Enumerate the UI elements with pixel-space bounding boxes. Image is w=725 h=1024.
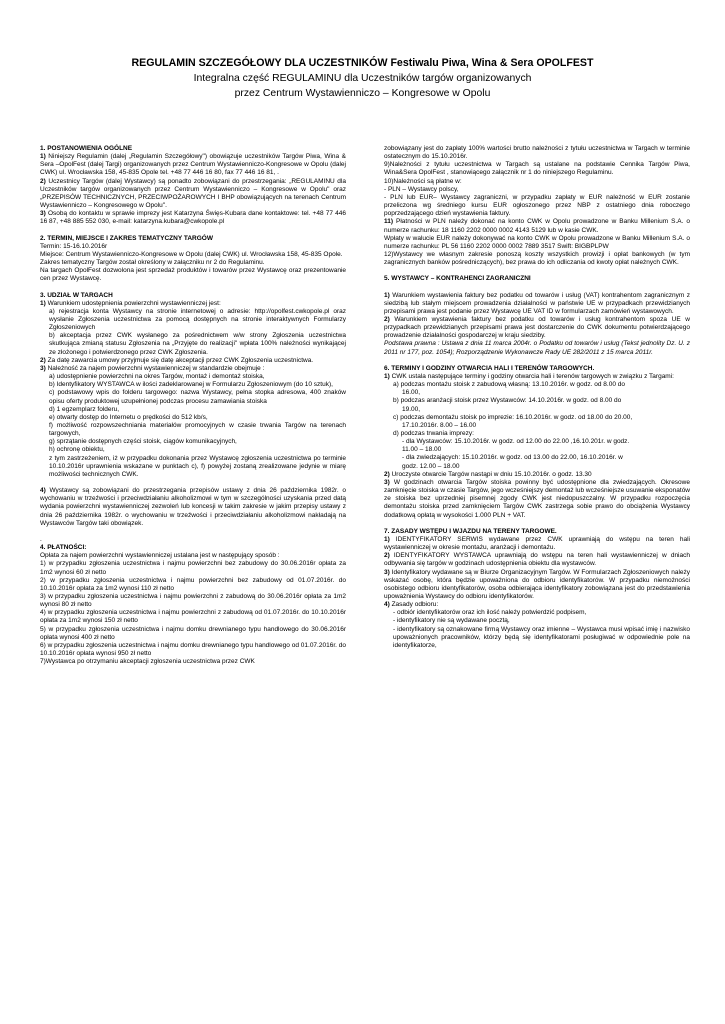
paragraph-text: Podstawa prawna : Ustawa z dnia 11 marca 2004r. o Podatku od towarów i usług (Tekst jednolity Dz. U. z 2011 nr 177, poz. 1054); Rozporządzenie Wykonawcze Rady UE 282/2011 z 15 marca 2011r. xyxy=(384,340,690,356)
item-number: 1) xyxy=(40,153,46,161)
paragraph xyxy=(384,617,690,625)
paragraph xyxy=(384,178,690,186)
paragraph-text: 19.00, xyxy=(402,405,421,413)
paragraph-text: c) podstawowy wpis do folderu targowego: nazwa Wystawcy, pełna stopka adresowa, 400 znaków opisu oferty produktowej uzupełnionej podczas procesu zamawiania stoiska xyxy=(49,389,346,405)
item-number: 2) xyxy=(384,552,390,560)
section-heading xyxy=(40,544,346,552)
paragraph-text: 3. UDZIAŁ W TARGACH xyxy=(40,291,113,299)
paragraph-text: Wystawcy są zobowiązani do przestrzegania przepisów ustawy z dnia 26 października 1982r. o wychowaniu w trzeźwości i przeciwdziałaniu alkoholizmowi w tym w szczególności uzyskania przed datą wydania powierzchni wystawienniczej zezwoleń lub koncesji w takim zakresie w jakim przepisy ustawy z dnia 26 października 1982r. o wychowaniu w trzeźwości i przeciwdziałaniu alkoholizmowi nakładają na Wystawców Targów taki obowiązek. xyxy=(40,487,346,527)
paragraph-text: - identyfikatory są oznakowane firmą Wystawcy oraz imienne – Wystawca musi wpisać imię i nazwisko upoważnionych pracowników, którzy będą się identyfikatorami posługiwać w odpowiednie pole na identyfikatorze, xyxy=(393,625,690,649)
paragraph xyxy=(40,251,346,259)
paragraph-text: e) otwarty dostęp do Internetu o prędkości do 512 kb/s, xyxy=(49,413,208,421)
paragraph-spacer xyxy=(384,267,690,275)
document-header xyxy=(0,56,725,101)
section-heading xyxy=(384,365,690,373)
item-number: 3) xyxy=(40,364,46,372)
paragraph xyxy=(384,626,690,650)
paragraph-text: 11.00 – 18.00 xyxy=(402,446,442,454)
paragraph xyxy=(384,609,690,617)
document-title: REGULAMIN SZCZEGÓŁOWY DLA UCZESTNIKÓW Festiwalu Piwa, Wina & Sera OPOLFEST xyxy=(131,57,594,69)
paragraph-text: 12)Wystawcy we własnym zakresie ponoszą koszty wszystkich prowizji i opłat bankowych (w tym zagranicznych banków pośredniczących), bez prawa do ich odliczania od kwoty opłat należnych CWK. xyxy=(384,251,690,267)
paragraph-text: - identyfikatory nie są wydawane pocztą, xyxy=(393,617,510,625)
item-number: 11) xyxy=(384,218,394,226)
paragraph-spacer xyxy=(384,284,690,292)
item-number: 3) xyxy=(384,478,390,486)
paragraph-text: Zasady odbioru: xyxy=(389,601,439,609)
paragraph xyxy=(40,609,346,625)
item-number: 1) xyxy=(40,299,46,307)
paragraph xyxy=(384,292,690,316)
paragraph-text: Warunkiem wystawienia faktury bez podatku od towarów i usług (VAT) kontrahentom zagranicznym z siedzibą lub stałym miejscem prowadzenia działalności w państwie UE w przypadkach przewidzianych przepisami prawa jest podanie przez Wystawcę UE VAT ID w formularzach zamówień wystawowych. xyxy=(384,291,690,315)
paragraph xyxy=(384,438,690,446)
paragraph xyxy=(384,430,690,438)
paragraph-text: h) ochronę obiektu, xyxy=(49,446,105,454)
paragraph-text: 10)Należności są płatne w: xyxy=(384,177,462,185)
paragraph xyxy=(384,340,690,356)
paragraph-text: a) udostępnienie powierzchni na okres Targów, montaż i demontaż stoiska, xyxy=(49,373,265,381)
paragraph xyxy=(40,552,346,560)
section-heading xyxy=(40,145,346,153)
paragraph xyxy=(40,406,346,414)
paragraph xyxy=(40,422,346,438)
paragraph-text: d) podczas trwania imprezy: xyxy=(393,430,474,437)
paragraph-text: IDENTYFIKATORY WYSTAWCA uprawniają do wstępu na teren hali wystawienniczej w dniach odbywania się targów w godzinach udostępnienia obiektu dla wystawców. xyxy=(384,552,690,568)
paragraph-spacer xyxy=(40,528,346,536)
paragraph xyxy=(40,381,346,389)
paragraph-text: Płatności w PLN należy dokonać na konto CWK w Opolu prowadzone w Banku Millenium S.A. o numerze rachunku: 18 1160 2202 0000 0002 4143 5129 lub w kasie CWK. xyxy=(384,218,690,234)
paragraph xyxy=(384,373,690,381)
paragraph-text: 5. WYSTAWCY – KONTRAHENCI ZAGRANICZNI xyxy=(384,275,531,283)
paragraph-text: godz. 12.00 – 18.00 xyxy=(402,462,460,470)
paragraph-text: CWK ustala następujące terminy i godziny otwarcia hali i terenów targowych w związku z Targami: xyxy=(389,372,674,380)
paragraph-text: Zakres tematyczny Targów został określony w załączniku nr 2 do Regulaminu. xyxy=(40,259,265,267)
paragraph-text: Osobą do kontaktu w sprawie imprezy jest Katarzyna Święs-Kubara dane kontaktowe: tel. +48 77 446 16 87, +48 885 552 030, e-mail: katarzyna.kubara@cwkopole.pl xyxy=(40,210,346,226)
item-number: 4) xyxy=(40,487,46,495)
paragraph-text: - dla zwiedzających: 15.10.2016r. w godz. od 13.00 do 22.00, 16.10.2016r. w xyxy=(402,454,623,462)
paragraph-text: a) rejestracja konta Wystawcy na stronie internetowej o adresie: http://opolfest.cwkopole.pl oraz wysłanie Zgłoszenia uczestnictwa za pomocą dostępnych na stronie interaktywnych Formularzy Zgłoszeniowych xyxy=(49,307,346,332)
paragraph-text: c) podczas demontażu stoisk po imprezie: 16.10.2016r. w godz. od 18.00 do 20.00, xyxy=(393,413,633,421)
paragraph-text: 17.10.2016r. 8.00 – 16.00 xyxy=(402,421,477,429)
item-number: 2) xyxy=(40,177,46,185)
item-number: 1) xyxy=(384,535,390,543)
paragraph xyxy=(384,218,690,234)
paragraph-text: b) Identyfikatory WYSTAWCA w ilości zadeklarowanej w Formularzu Zgłoszeniowym (do 10 sztuk), xyxy=(49,381,333,389)
paragraph-text: b) podczas aranżacji stoisk przez Wystawców: 14.10.2016r. w godz. od 8.00 do xyxy=(393,397,622,405)
paragraph xyxy=(384,536,690,552)
paragraph-text: 2) w przypadku zgłoszenia uczestnictwa i najmu powierzchni bez zabudowy od 01.07.2016r. do 10.10.2016r opłata za 1m2 wynosi 110 zł netto xyxy=(40,576,346,592)
paragraph-text: 9)Należności z tytułu uczestnictwa w Targach są ustalane na podstawie Cennika Targów Piwa, Wina&Sera OpolFest , stanowiącego załącznik nr 1 do niniejszego Regulaminu. xyxy=(384,161,690,177)
document-subtitle-line-1: Integralna część REGULAMINU dla Uczestników targów organizowanych xyxy=(193,73,532,84)
paragraph xyxy=(384,446,690,454)
paragraph xyxy=(40,626,346,642)
paragraph xyxy=(40,487,346,528)
paragraph-text: 5) w przypadku zgłoszenia uczestnictwa i najmu domku drewnianego typu handlowego do 30.06.2016r opłata wynosi 400 zł netto xyxy=(40,625,346,641)
paragraph-text: Na targach OpolFest dozwolona jest sprzedaż produktów i towarów przez Wystawcę oraz prezentowanie cen przez Wystawcę. xyxy=(40,267,346,283)
paragraph xyxy=(384,316,690,340)
paragraph xyxy=(40,560,346,576)
paragraph xyxy=(40,577,346,593)
left-column xyxy=(40,145,346,666)
paragraph-text: 7. ZASADY WSTĘPU I WJAZDU NA TERENY TARGOWE. xyxy=(384,527,557,535)
paragraph-text: Warunkiem udostępnienia powierzchni wystawienniczej jest: xyxy=(45,299,221,307)
paragraph-text: IDENTYFIKATORY SERWIS wydawane przez CWK uprawniają do wstępu na teren hali wystawienniczej w okresie montażu, aranżacji i demontażu. xyxy=(384,535,690,552)
section-heading xyxy=(384,275,690,283)
paragraph xyxy=(40,210,346,226)
paragraph-text: . xyxy=(40,535,42,543)
paragraph-text: Niniejszy Regulamin (dalej „Regulamin Szczegółowy") obowiązuje uczestników Targów Piwa, Wina & Sera –OpolFest (dalej Targi) organizowanych przez Centrum Wystawienniczo-Kongresowe w Opolu (dalej CWK) ul. Wrocławska 158, 45-835 Opole tel. +48 77 446 16 80, fax 77 446 16 81, . xyxy=(40,153,346,177)
paragraph-text: Uroczyste otwarcie Targów nastąpi w dniu 15.10.2016r. o godz. 13.30 xyxy=(389,470,592,478)
paragraph xyxy=(384,186,690,194)
item-number: 1) xyxy=(384,372,390,380)
paragraph xyxy=(384,479,690,520)
paragraph-spacer xyxy=(40,227,346,235)
paragraph xyxy=(384,422,690,430)
paragraph xyxy=(40,389,346,405)
paragraph-text: a) podczas montażu stoisk z zabudową własną: 13.10.2016r. w godz. od 8.00 do xyxy=(393,381,625,389)
paragraph-spacer xyxy=(384,520,690,528)
paragraph xyxy=(40,642,346,658)
paragraph xyxy=(40,438,346,446)
paragraph-text: Miejsce: Centrum Wystawienniczo-Kongresowe w Opolu (dalej CWK) ul. Wrocławska 158, 45-835 Opole. xyxy=(40,250,343,258)
paragraph xyxy=(384,569,690,602)
item-number: 2) xyxy=(384,315,390,323)
paragraph-text: W godzinach otwarcia Targów stoiska powinny być udostępnione dla zwiedzających. Okresowe zamknięcie stoiska w czasie Targów, jego wcześniejszy demontaż lub wcześniejsze usuwanie eksponatów ze stoiska bez uprzedniej pisemnej zgody CWK jest niedopuszczalny. W przypadku rozpoczęcia demontażu stoiska przed zamknięciem Targów CWK zastrzega sobie prawo do obciążenia Wystawcy dodatkową opłatą w wysokości 1.000 PLN + VAT. xyxy=(384,478,690,519)
paragraph xyxy=(40,259,346,267)
paragraph xyxy=(40,357,346,365)
item-number: 2) xyxy=(40,356,46,364)
paragraph-text: 16.00, xyxy=(402,389,421,397)
paragraph-text: 7)Wystawca po otrzymaniu akceptacji zgłoszenia uczestnictwa przez CWK xyxy=(40,658,255,666)
paragraph xyxy=(384,471,690,479)
paragraph xyxy=(40,536,346,544)
paragraph xyxy=(384,235,690,251)
paragraph xyxy=(40,446,346,454)
paragraph xyxy=(40,267,346,283)
paragraph xyxy=(40,455,346,479)
paragraph-text: Warunkiem wystawienia faktury bez podatku od towarów i usług kontrahentom spoza UE w przypadkach przewidzianych przepisami prawa jest dostarczenie do CWK dokumentu potwierdzającego prowadzenie działalności gospodarczej w kraju siedziby. xyxy=(384,315,690,340)
paragraph xyxy=(384,454,690,462)
paragraph-text: z tym zastrzeżeniem, iż w przypadku dokonania przez Wystawcę zgłoszenia uczestnictwa po terminie 10.10.2016r uprawnienia wskazane w punktach c), f) powyżej zostaną zrealizowane jedynie w miarę możliwości technicznych CWK. xyxy=(49,454,346,478)
paragraph xyxy=(40,243,346,251)
item-number: 4) xyxy=(384,601,390,609)
paragraph-text: Wpłaty w walucie EUR należy dokonywać na konto CWK w Opolu prowadzone w Banku Millenium S.A. o numerze rachunku: PL 56 1160 2202 0000 0002 7889 3517 Swift: BIGBPLPW xyxy=(384,234,690,250)
paragraph-text: 4. PŁATNOŚCI: xyxy=(40,544,87,552)
paragraph-text: Za datę zawarcia umowy przyjmuje się datę akceptacji przez CWK Zgłoszenia uczestnictwa. xyxy=(45,356,314,364)
paragraph-text: Opłata za najem powierzchni wystawienniczej ustalana jest w następujący sposób : xyxy=(40,552,280,560)
paragraph xyxy=(40,593,346,609)
section-heading xyxy=(40,235,346,243)
paragraph-text: 1) w przypadku zgłoszenia uczestnictwa i najmu powierzchni bez zabudowy do 30.06.2016r opłata za 1m2 wynosi 60 zł netto xyxy=(40,560,346,576)
paragraph-text: 1. POSTANOWIENIA OGÓLNE xyxy=(40,145,133,152)
paragraph xyxy=(384,397,690,405)
right-column xyxy=(384,145,690,650)
paragraph xyxy=(40,332,346,356)
item-number: 3) xyxy=(384,568,390,576)
paragraph xyxy=(40,373,346,381)
paragraph-text: - PLN – Wystawcy polscy, xyxy=(384,185,459,193)
item-number: 3) xyxy=(40,210,46,218)
paragraph-text: - PLN lub EUR– Wystawcy zagraniczni, w przypadku zapłaty w EUR należność w EUR zostanie przeliczona wg średniego kursu EUR ogłoszonego przez NBP z ostatniego dnia roboczego poprzedzającego dzień wystawienia faktury. xyxy=(384,193,690,218)
paragraph xyxy=(384,381,690,389)
paragraph xyxy=(40,658,346,666)
paragraph xyxy=(40,300,346,308)
paragraph xyxy=(384,161,690,177)
paragraph xyxy=(384,251,690,267)
document-subtitle-line-2: przez Centrum Wystawienniczo – Kongresowe w Opolu xyxy=(234,88,491,99)
paragraph-text: 4) w przypadku zgłoszenia uczestnictwa i najmu powierzchni z zabudową od 01.07.2016r. do 10.10.2016r opłata za 1m2 wynosi 150 zł netto xyxy=(40,609,346,625)
section-heading xyxy=(40,292,346,300)
paragraph xyxy=(384,414,690,422)
paragraph-text: 6. TERMINY I GODZINY OTWARCIA HALI I TERENÓW TARGOWYCH. xyxy=(384,364,595,372)
paragraph-spacer xyxy=(384,357,690,365)
paragraph xyxy=(384,145,690,161)
paragraph-text: 3) w przypadku zgłoszenia uczestnictwa i najmu powierzchni z zabudową do 30.06.2016r opłata za 1m2 wynosi 80 zł netto xyxy=(40,592,346,609)
paragraph-text: Należność za najem powierzchni wystawienniczej w standardzie obejmuje : xyxy=(45,364,265,372)
paragraph-text: Termin: 15-16.10.2016r xyxy=(40,242,108,250)
paragraph xyxy=(40,365,346,373)
paragraph xyxy=(384,601,690,609)
paragraph-text: b) akceptacja przez CWK wysłanego za pośrednictwem w/w strony Zgłoszenia uczestnictwa skutkująca zmianą statusu Zgłoszenia na „Przyjęte do realizacji" wpłata 100% należności wynikającej ze złożonego i potwierdzonego przez CWK Zgłoszenia. xyxy=(49,332,346,356)
paragraph-text: Identyfikatory wydawane są w Biurze Organizacyjnym Targów. W Formularzach Zgłoszeniowych należy wskazać osobę, która będzie upoważniona do odbioru identyfikatorów. W przypadku niemożności osobistego odbioru identyfikatorów, osoba odbierająca identyfikatory zobowiązana jest do przedstawienia upoważnienia Wystawcy do odbioru identyfikatorów. xyxy=(384,568,690,600)
paragraph-text: d) 1 egzemplarz folderu, xyxy=(49,405,120,413)
item-number: 2) xyxy=(384,470,390,478)
paragraph-text: 2. TERMIN, MIEJSCE I ZAKRES TEMATYCZNY TARGÓW xyxy=(40,234,213,242)
paragraph-text: 6) w przypadku zgłoszenia uczestnictwa i najmu domku drewnianego typu handlowego od 01.07.2016r. do 10.10.2016r opłata wynosi 950 zł netto xyxy=(40,641,346,658)
paragraph xyxy=(384,194,690,218)
paragraph-text: f) możliwość rozpowszechniania materiałów promocyjnych w czasie trwania Targów na terenach targowych, xyxy=(49,422,346,438)
paragraph-text: - odbiór identyfikatorów oraz ich ilość należy potwierdzić podpisem, xyxy=(393,609,587,617)
paragraph-text: g) sprzątanie dostępnych części stoisk, ciągów komunikacyjnych, xyxy=(49,438,237,446)
paragraph xyxy=(40,178,346,211)
paragraph-spacer xyxy=(40,479,346,487)
item-number: 1) xyxy=(384,291,390,299)
paragraph-text: Uczestnicy Targów (dalej Wystawcy) są ponadto zobowiązani do przestrzegania: „REGULAMINU dla Uczestników targów organizowanych przez Centrum Wystawienniczo – Kongresowe w Opolu" oraz „PRZEPISÓW TECHNICZNYCH, PRZECIWPOŻAROWYCH I BHP obowiązujących na terenach Centrum Wystawienniczo – Kongresowego w Opolu". xyxy=(40,177,346,210)
paragraph-spacer xyxy=(40,284,346,292)
paragraph xyxy=(384,389,690,397)
paragraph xyxy=(40,308,346,332)
paragraph xyxy=(40,153,346,177)
section-heading xyxy=(384,528,690,536)
paragraph-text: - dla Wystawców: 15.10.2016r. w godz. od 12.00 do 22.00 ,16.10.201r. w godz. xyxy=(402,438,630,446)
paragraph xyxy=(384,552,690,568)
paragraph-text: zobowiązany jest do zapłaty 100% wartości brutto należności z tytułu uczestnictwa w Targach w terminie ostatecznym do 15.10.2016r. xyxy=(384,145,690,161)
paragraph xyxy=(384,463,690,471)
paragraph xyxy=(384,406,690,414)
paragraph xyxy=(40,414,346,422)
